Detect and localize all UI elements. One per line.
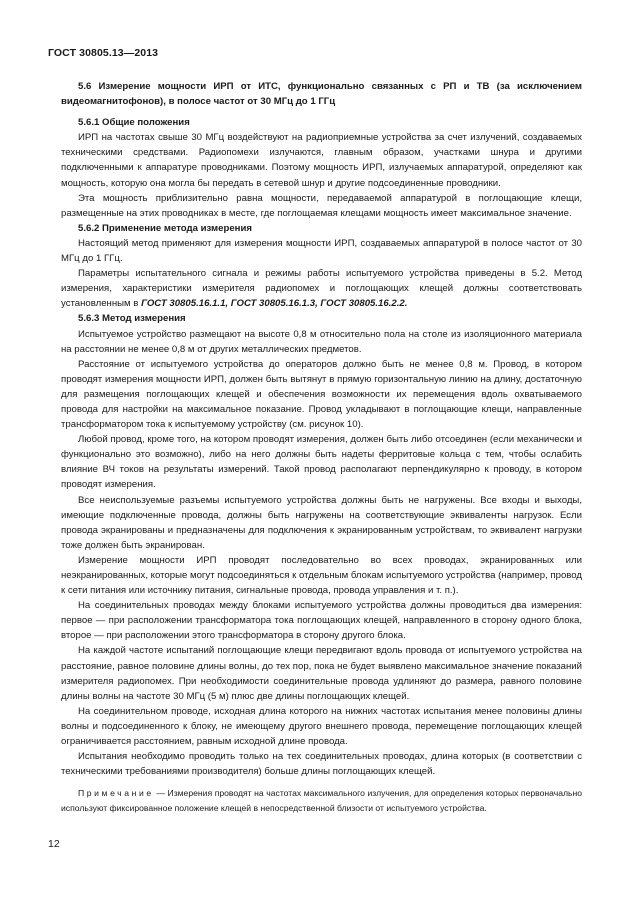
paragraph: Любой провод, кроме того, на котором проводят измерения, должен быть либо отсоединен (если механически и функционально это возможно), либо на него должны быть надеты ферритовые кольца с тем, чтобы ослабить влияние ВЧ токов на результаты измерений. Такой провод располагают перпендикулярно к проводу, в котором проводят измерения.	[61, 434, 582, 491]
paragraph-with-refs	[61, 266, 582, 311]
subsection-title-general: 5.6.1 Общие положения	[78, 117, 190, 129]
document-body	[61, 79, 582, 823]
paragraph: На соединительном проводе, исходная длина которого на нижних частотах испытания менее половины длины волны и подсоединенного к блоку, не имеющему другого внешнего провода, перемещение поглощающих клещей ограничивается расстоянием, равным исходной длине провода.	[61, 705, 582, 748]
document-header: ГОСТ 30805.13—2013	[48, 47, 159, 59]
paragraph: Расстояние от испытуемого устройства до операторов должно быть не менее 0,8 м. Провод, в котором проводят измерения мощности ИРП, должен быть вытянут в прямую горизонтальную линию на длину, достаточную для размещения поглощающих клещей и обеспечения возможности их перемещения вдоль охватываемого провода для настройки на максимальное показание. Провод укладывают в поглощающие клещи, направленные трансформатором тока к испытуемому устройству (см. рисунок 10).	[61, 358, 582, 431]
paragraph-text: Параметры испытательного сигнала и режимы работы испытуемого устройства приведены в 5.2. Метод измерения, характеристики измерителя радиопомех и поглощающих клещей должны соответствовать установленным в	[61, 268, 582, 310]
section-title: 5.6 Измерение мощности ИРП от ИТС, функционально связанных с РП и ТВ (за исключением видеомагнитофонов), в полосе частот от 30 МГц до 1 ГГц	[61, 81, 582, 108]
paragraph: Испытуемое устройство размещают на высоте 0,8 м относительно пола на столе из изоляционного материала на расстоянии не менее 0,8 м от других металлических предметов.	[61, 328, 582, 355]
paragraph: Измерение мощности ИРП проводят последовательно во всех проводах, экранированных или неэкранированных, которые могут подсоединяться к отдельным блокам испытуемого устройства (например, провод к сети питания или источнику питания, сигнальные провода, провода управления и т. п.).	[61, 554, 582, 597]
paragraph: На каждой частоте испытаний поглощающие клещи передвигают вдоль провода от испытуемого устройства на расстояние, равное половине длины волны, до тех пор, пока не будет выявлено максимальное значение показаний измерителя радиопомех. При необходимости соединительные провода удлиняют до размера, равного половине длины волны на частоте 30 МГц (5 м) плюс две длины поглощающих клещей.	[61, 645, 582, 702]
paragraph: Все неиспользуемые разъемы испытуемого устройства должны быть не нагружены. Все входы и выходы, имеющие подключенные провода, должны быть нагружены на соответствующие эквиваленты нагрузок. Если провода экранированы и предназначены для подключения к экранированным устройствам, то эквивалент нагрузки тоже должен быть экранирован.	[61, 494, 582, 551]
page-number: 12	[48, 838, 60, 850]
note	[61, 786, 582, 814]
standard-references: ГОСТ 30805.16.1.1, ГОСТ 30805.16.1.3, ГОСТ 30805.16.2.2.	[141, 298, 408, 310]
note-text: — Измерения проводят на частотах максимального излучения, для определения которых первоначально используют фиксированное положение клещей в непосредственной близости от испытуемого устройства.	[61, 788, 582, 813]
paragraph: ИРП на частотах свыше 30 МГц воздействуют на радиоприемные устройства за счет излучений, создаваемых техническими средствами. Радиопомехи излучаются, главным образом, участками шнура и другими подключенными к аппаратуре проводниками. Поэтому мощность ИРП, излучаемых аппаратурой, определяют как мощность, которую она могла бы передать в сетевой шнур и другие подсоединенные проводники.	[61, 132, 582, 189]
note-label: Примечание	[78, 788, 154, 799]
paragraph: Настоящий метод применяют для измерения мощности ИРП, создаваемых аппаратурой в полосе частот от 30 МГц до 1 ГГц.	[61, 237, 582, 265]
paragraph: Эта мощность приблизительно равна мощности, передаваемой аппаратурой в поглощающие клещи, размещенные на этих проводниках в месте, где поглощаемая клещами мощность имеет максимальное значение.	[61, 192, 582, 219]
subsection-title-application: 5.6.2 Применение метода измерения	[78, 222, 252, 234]
paragraph: Испытания необходимо проводить только на тех соединительных проводах, длина которых (в соответствии с техническими требованиями производителя) больше длины поглощающих клещей.	[61, 751, 582, 778]
subsection-title-method: 5.6.3 Метод измерения	[78, 313, 186, 325]
paragraph: На соединительных проводах между блоками испытуемого устройства должны проводиться два измерения: первое — при расположении трансформатора тока поглощающих клещей, направленного в сторону одного блока, второе — при расположении этого трансформатора в сторону другого блока.	[61, 600, 582, 642]
